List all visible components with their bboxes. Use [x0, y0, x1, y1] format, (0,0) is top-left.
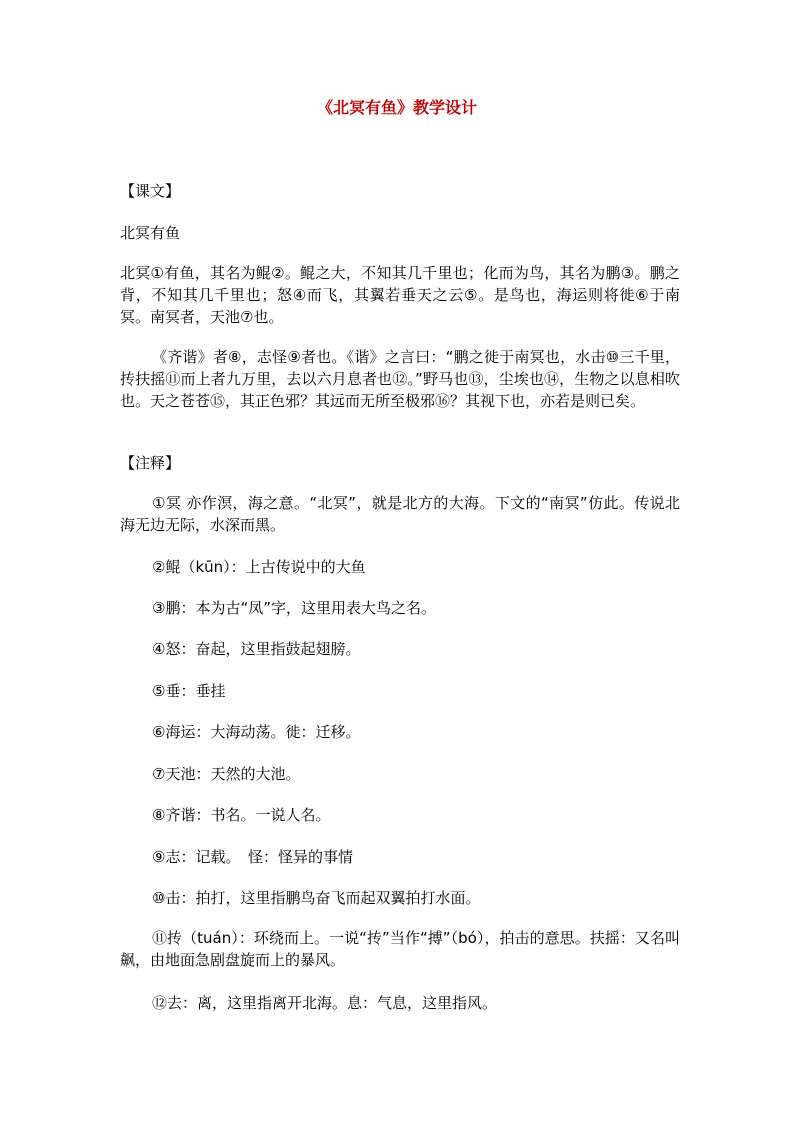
document-title: 《北冥有鱼》教学设计	[316, 98, 477, 117]
note-item: ⑧齐谐：书名。一说人名。	[152, 806, 331, 824]
note-item: ②鲲（kūn）：上古传说中的大鱼	[152, 558, 366, 576]
passage-title: 北冥有鱼	[120, 224, 181, 242]
note-item: ⑫去：离，这里指离开北海。息：气息，这里指风。	[152, 994, 498, 1012]
passage-paragraph-2: 《齐谐》者⑧，志怪⑨者也。《谐》之言曰：“鹏之徙于南冥也，水击⑩三千里，抟扶摇⑪而上者九万里，去以六月息者也⑫。”野马也⑬，尘埃也⑭，生物之以息相吹也。天之苍苍⑮，其正色邪？其远而无所至极邪⑯？其视下也，亦若是则已矣。	[120, 348, 680, 410]
note-item: ①冥 亦作溟，海之意。“北冥”，就是北方的大海。下文的“南冥”仿此。传说北海无边无际，水深而黑。	[120, 494, 680, 534]
note-item: ⑥海运：大海动荡。徙：迁移。	[152, 723, 361, 741]
note-item: ⑩击：拍打，这里指鹏鸟奋飞而起双翼拍打水面。	[152, 889, 481, 907]
section-heading-notes: 【注释】	[120, 454, 181, 472]
section-heading-text: 【课文】	[120, 182, 181, 200]
note-item: ⑤垂：垂挂	[152, 682, 226, 700]
note-item: ③鹏：本为古“凤”字，这里用表大鸟之名。	[152, 599, 436, 617]
note-item: ④怒：奋起，这里指鼓起翅膀。	[152, 640, 361, 658]
note-item: ⑪抟（tuán）：环绕而上。一说“抟”当作“搏”（bó），拍击的意思。扶摇：又名叫飙，由地面急剧盘旋而上的暴风。	[120, 929, 680, 969]
passage-paragraph-1: 北冥①有鱼，其名为鲲②。鲲之大，不知其几千里也；化而为鸟，其名为鹏③。鹏之背，不知其几千里也；怒④而飞，其翼若垂天之云⑤。是鸟也，海运则将徙⑥于南冥。南冥者，天池⑦也。	[120, 264, 680, 326]
note-item: ⑦天池：天然的大池。	[152, 765, 301, 783]
note-item: ⑨志：记载。 怪：怪异的事情	[152, 848, 353, 866]
